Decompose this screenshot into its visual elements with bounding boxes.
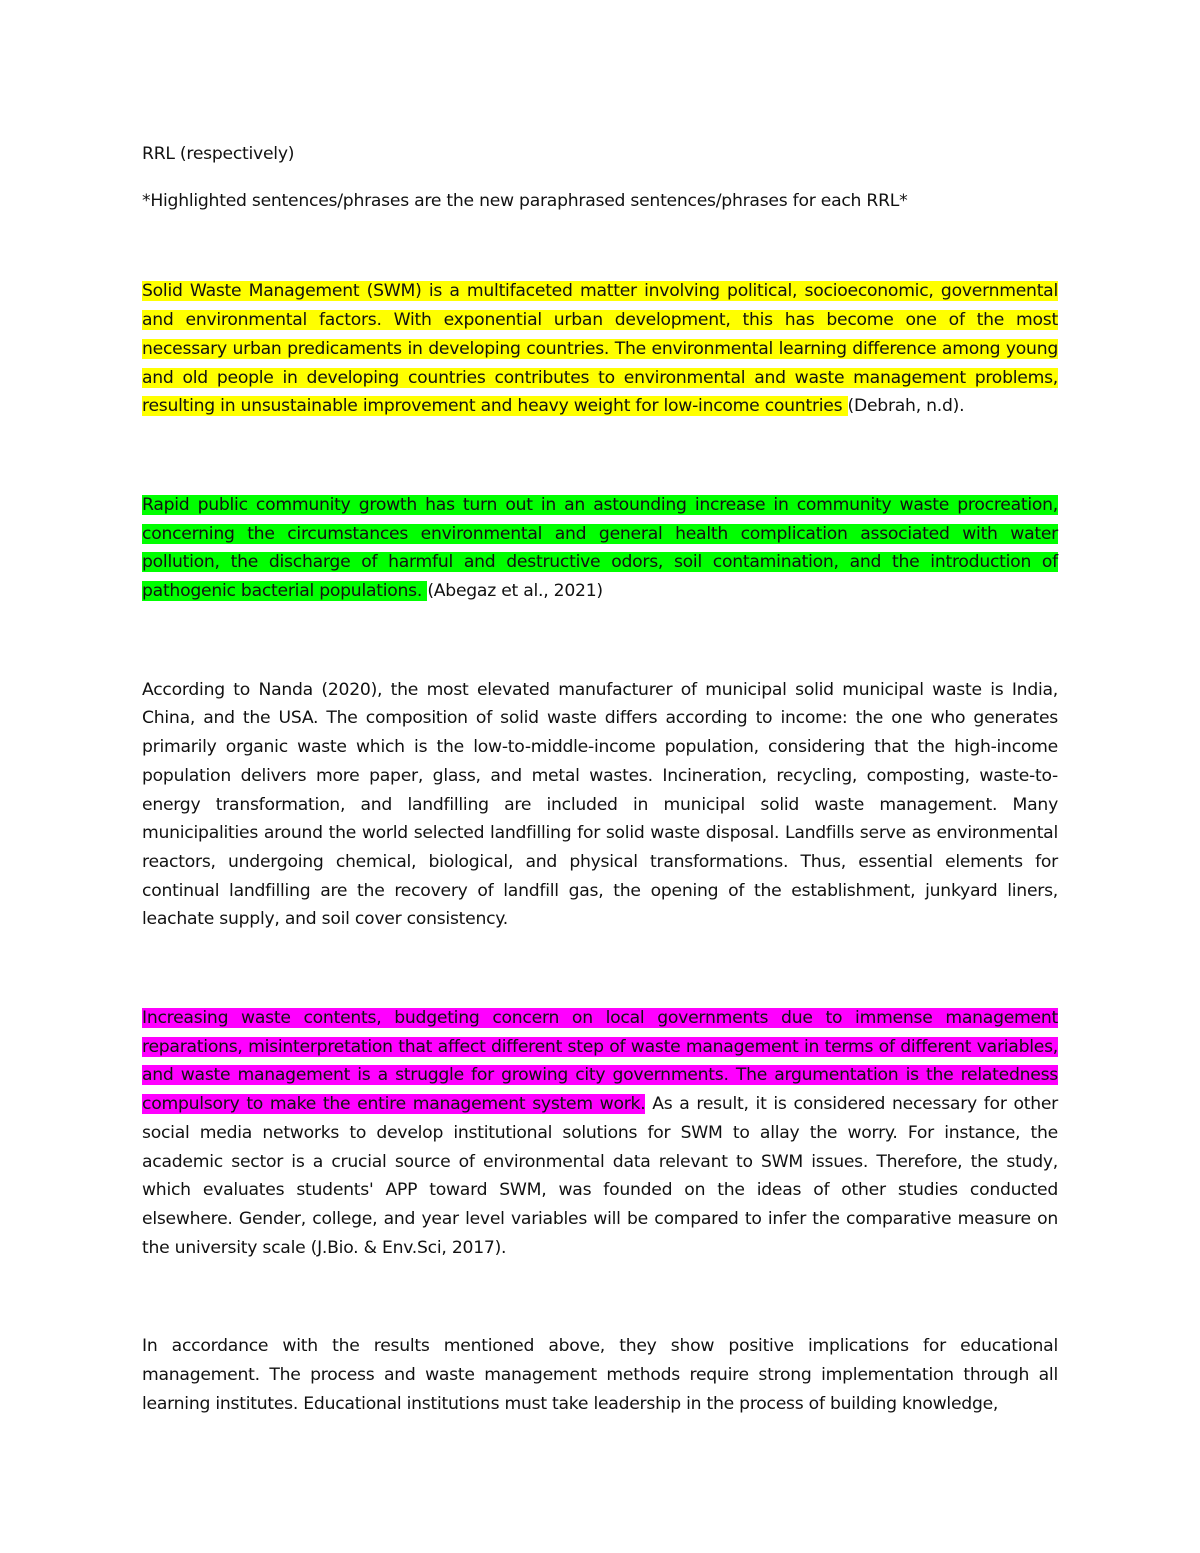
highlight-note: *Highlighted sentences/phrases are the new paraphrased sentences/phrases for each RRL* — [142, 190, 908, 211]
document-heading: RRL (respectively) — [142, 144, 295, 164]
citation-abegaz: (Abegaz et al., 2021) — [427, 581, 603, 602]
highlighted-paraphrase-magenta: Increasing waste contents, budgeting concern on local governments due to immense management reparations, misinterpretation that affect different step of waste management in terms of different variables, and waste management is a struggle for growing city governments. The argumentation is the relatedness compulsory to make the entire management system work. — [142, 1008, 1058, 1115]
rrl-paragraph-nanda: According to Nanda (2020), the most elevated manufacturer of municipal solid municipal waste is India, China, and the USA. The composition of solid waste differs according to income: the one who generates primarily organic waste which is the low-to-middle-income population, considering that the high-income population delivers more paper, glass, and metal wastes. Incineration, recycling, composting, waste-to-energy transformation, and landfilling are included in municipal solid waste management. Many municipalities around the world selected landfilling for solid waste disposal. Landfills serve as environmental reactors, undergoing chemical, biological, and physical transformations. Thus, essential elements for continual landfilling are the recovery of landfill gas, the opening of the establishment, junkyard liners, leachate supply, and soil cover consistency. — [142, 679, 1058, 930]
rrl-paragraph-educational: In accordance with the results mentioned above, they show positive implications for educational management. The process and waste management methods require strong implementation through all learning institutes. Educational institutions must take leadership in the process of building knowledge, — [142, 1336, 1058, 1414]
highlighted-paraphrase-green: Rapid public community growth has turn out in an astounding increase in community waste procreation, concerning the circumstances environmental and general health complication associated with water pollution, the discharge of harmful and destructive odors, soil contamination, and the introduction of pathogenic bacterial populations. — [142, 494, 1058, 602]
rrl-paragraph-abegaz — [142, 491, 1058, 606]
document-body — [142, 140, 1058, 1489]
citation-debrah: (Debrah, n.d). — [847, 396, 965, 417]
rrl-paragraph-debrah — [142, 277, 1058, 421]
rrl-paragraph-jbio — [142, 1004, 1058, 1262]
paragraph-continuation: As a result, it is considered necessary for other social media networks to develop institutional solutions for SWM to allay the worry. For instance, the academic sector is a crucial source of environmental data relevant to SWM issues. Therefore, the study, which evaluates students' APP toward SWM, was founded on the ideas of other studies conducted elsewhere. Gender, college, and year level variables will be compared to infer the comparative measure on the university scale (J.Bio. & Env.Sci, 2017). — [142, 1094, 1058, 1258]
highlighted-paraphrase-yellow: Solid Waste Management (SWM) is a multifaceted matter involving political, socioeconomic, governmental and environmental factors. With exponential urban development, this has become one of the most necessary urban predicaments in developing countries. The environmental learning difference among young and old people in developing countries contributes to environmental and waste management problems, resulting in unsustainable improvement and heavy weight for low-income countries — [142, 281, 1058, 417]
